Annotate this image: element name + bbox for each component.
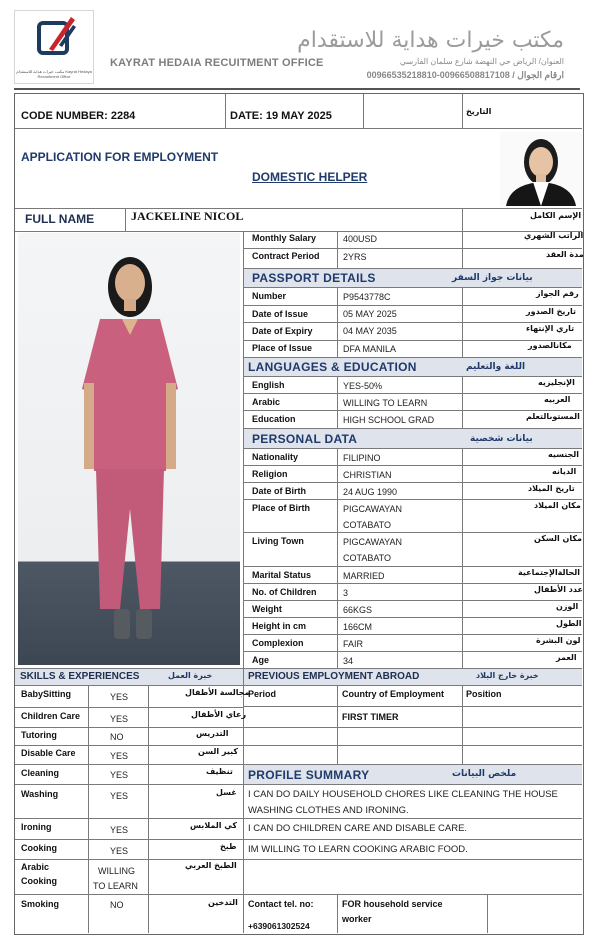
living-town-label: Living Town <box>252 536 304 546</box>
arabic-cooking-label: Arabic <box>21 862 50 872</box>
table-rule <box>243 634 582 635</box>
profile-line-1b: WASHING CLOTHES AND IRONING. <box>248 805 409 816</box>
table-rule <box>15 745 243 746</box>
full-name-label: FULL NAME <box>25 212 95 226</box>
table-rule <box>15 818 243 819</box>
babysitting-label: BabySitting <box>21 689 72 699</box>
issue-date-label: Date of Issue <box>252 309 309 319</box>
education-label-arabic: المستوىالتعلم <box>526 412 580 421</box>
profile-line-1: I CAN DO DAILY HOUSEHOLD CHORES LIKE CLEANING THE HOUSE <box>248 789 558 800</box>
salary-label: Monthly Salary <box>252 233 317 243</box>
ironing-label: Ironing <box>21 822 52 832</box>
disable-care-value: YES <box>110 751 129 761</box>
ironing-value: YES <box>110 825 129 835</box>
weight-value: 66KGS <box>343 605 373 615</box>
passport-number-value: P9543778C <box>343 292 391 302</box>
age-label: Age <box>252 655 270 665</box>
place-of-issue-label-arabic: مكانالصدور <box>528 341 572 350</box>
arabic-label: Arabic <box>252 397 281 407</box>
tutoring-label-arabic: التدريس <box>196 729 229 738</box>
table-rule <box>243 499 582 500</box>
marital-status-label-arabic: الحالةالإجتماعية <box>518 568 581 577</box>
table-rule <box>243 448 582 449</box>
table-rule <box>243 727 582 728</box>
personal-title-arabic: بيانات شخصية <box>470 434 533 444</box>
table-rule <box>462 94 463 128</box>
profile-summary-title-arabic: ملخص البيانات <box>452 769 517 779</box>
cooking-label: Cooking <box>21 843 57 853</box>
table-rule <box>337 231 338 269</box>
table-rule <box>15 859 243 860</box>
salary-label-arabic: الراتب الشهري <box>524 231 584 240</box>
full-name-value: JACKELINE NICOL <box>131 209 244 223</box>
disable-care-label: Disable Care <box>21 748 76 758</box>
previous-employment-title-arabic: خبرة خارج البلاد <box>476 671 539 680</box>
table-rule <box>337 894 338 933</box>
skills-title: SKILLS & EXPERIENCES <box>20 671 140 682</box>
disable-care-label-arabic: كبير السن <box>198 747 239 756</box>
form-title: APPLICATION FOR EMPLOYMENT <box>21 150 219 164</box>
table-rule <box>243 465 582 466</box>
table-rule <box>243 376 582 377</box>
contract-period-label-arabic: مدة العقد <box>546 250 584 259</box>
height-label: Height in cm <box>252 621 307 631</box>
birth-place-label: Place of Birth <box>252 503 311 513</box>
table-rule <box>462 208 463 231</box>
passport-number-label-arabic: رقم الجواز <box>536 289 579 298</box>
arabic-cooking-value-line2: TO LEARN <box>93 881 138 891</box>
children-label-arabic: عدد الأطفال <box>534 585 583 594</box>
profile-line-2: I CAN DO CHILDREN CARE AND DISABLE CARE. <box>248 823 468 834</box>
english-label-arabic: الإنجليزيه <box>538 378 575 387</box>
table-rule <box>243 532 582 533</box>
contact-number: +639061302524 <box>248 921 310 931</box>
table-rule <box>15 839 243 840</box>
washing-label-arabic: غسل <box>216 788 237 797</box>
table-rule <box>15 707 243 708</box>
nationality-label-arabic: الجنسيه <box>548 450 580 459</box>
arabic-cooking-value: WILLING <box>98 866 136 876</box>
passport-number-label: Number <box>252 291 287 301</box>
complexion-label: Complexion <box>252 638 304 648</box>
languages-title-arabic: اللغة والتعليم <box>466 362 526 372</box>
service-type-line2: worker <box>342 914 372 924</box>
contact-label: Contact tel. no: <box>248 899 314 909</box>
washing-label: Washing <box>21 789 59 799</box>
table-rule <box>243 651 582 652</box>
table-rule <box>15 208 582 209</box>
height-value: 166CM <box>343 622 373 632</box>
living-town-value-line2: COTABATO <box>343 553 392 563</box>
languages-title: LANGUAGES & EDUCATION <box>248 360 417 374</box>
smoking-value: NO <box>110 900 124 910</box>
nationality-label: Nationality <box>252 452 299 462</box>
smoking-label-arabic: التدخين <box>208 898 238 907</box>
table-rule <box>243 410 582 411</box>
table-rule <box>243 566 582 567</box>
marital-status-label: Marital Status <box>252 570 312 580</box>
babysitting-label-arabic: مجالسة الأطفال <box>185 688 250 697</box>
washing-value: YES <box>110 791 129 801</box>
table-rule <box>243 583 582 584</box>
table-rule <box>15 727 243 728</box>
application-date: DATE: 19 MAY 2025 <box>230 110 332 122</box>
personal-title: PERSONAL DATA <box>252 432 358 446</box>
period-column-header: Period <box>248 689 277 699</box>
religion-label: Religion <box>252 469 288 479</box>
office-name-english: KAYRAT HEDAIA RECUITMENT OFFICE <box>110 57 324 69</box>
full-name-label-arabic: الإسم الكامل <box>530 211 582 220</box>
table-rule <box>243 764 582 765</box>
weight-label-arabic: الوزن <box>556 602 579 611</box>
service-type-line1: FOR household service <box>342 899 443 909</box>
education-value: HIGH SCHOOL GRAD <box>343 415 435 425</box>
country-column-header: Country of Employment <box>342 689 445 699</box>
table-rule <box>243 784 582 785</box>
education-label: Education <box>252 414 296 424</box>
full-body-photo <box>18 233 240 665</box>
tutoring-value: NO <box>110 732 124 742</box>
table-rule <box>243 231 244 933</box>
table-rule <box>15 231 582 232</box>
position-column-header: Position <box>466 689 502 699</box>
portrait-photo <box>500 132 582 206</box>
office-name-arabic: مكتب خيرات هداية للاستقدام <box>297 28 564 53</box>
profile-summary-title: PROFILE SUMMARY <box>248 768 370 782</box>
age-label-arabic: العمر <box>556 653 577 662</box>
table-rule <box>337 376 338 428</box>
table-rule <box>225 94 226 128</box>
children-label: No. of Children <box>252 587 317 597</box>
office-phones: 00966535218810-00966508817108 / ارقام الجوال <box>366 70 564 80</box>
table-rule <box>243 894 582 895</box>
issue-date-value: 05 MAY 2025 <box>343 309 397 319</box>
height-label-arabic: الطول <box>556 619 582 628</box>
table-rule <box>243 745 582 746</box>
children-care-value: YES <box>110 714 129 724</box>
table-rule <box>243 268 582 269</box>
babysitting-value: YES <box>110 692 129 702</box>
table-rule <box>462 685 463 764</box>
table-rule <box>243 322 582 323</box>
table-rule <box>243 428 582 429</box>
table-rule <box>243 600 582 601</box>
table-rule <box>15 784 243 785</box>
marital-status-value: MARRIED <box>343 571 385 581</box>
table-rule <box>243 839 582 840</box>
religion-label-arabic: الديانه <box>552 467 577 476</box>
living-town-label-arabic: مكان السكن <box>534 534 582 543</box>
table-rule <box>15 685 582 686</box>
table-rule <box>243 617 582 618</box>
cooking-label-arabic: طبخ <box>220 842 237 851</box>
birth-date-label-arabic: تاريخ الميلاد <box>528 484 575 493</box>
birth-date-label: Date of Birth <box>252 486 306 496</box>
english-label: English <box>252 380 285 390</box>
table-rule <box>243 357 582 358</box>
contract-period-label: Contract Period <box>252 251 320 261</box>
code-number: CODE NUMBER: 2284 <box>21 110 136 122</box>
salary-value: 400USD <box>343 234 378 244</box>
cleaning-label: Cleaning <box>21 768 60 778</box>
birth-place-value: PIGCAWAYAN <box>343 504 403 514</box>
table-rule <box>363 94 364 128</box>
table-rule <box>462 448 463 668</box>
cooking-value: YES <box>110 846 129 856</box>
complexion-label-arabic: لون البشرة <box>536 636 581 645</box>
children-care-label: Children Care <box>21 711 81 721</box>
table-rule <box>243 305 582 306</box>
cleaning-label-arabic: تنظيف <box>206 767 233 776</box>
birth-date-value: 24 AUG 1990 <box>343 487 398 497</box>
place-of-issue-label: Place of Issue <box>252 343 313 353</box>
expiry-date-label: Date of Expiry <box>252 326 313 336</box>
arabic-label-arabic: العربيه <box>544 395 571 404</box>
table-rule <box>15 668 582 669</box>
table-rule <box>337 448 338 668</box>
table-rule <box>15 894 243 895</box>
table-rule <box>15 764 243 765</box>
children-care-label-arabic: رعاي الأطفال <box>191 710 247 719</box>
table-rule <box>243 482 582 483</box>
living-town-value: PIGCAWAYAN <box>343 537 403 547</box>
arabic-cooking-label-line2: Cooking <box>21 876 57 886</box>
table-rule <box>243 248 582 249</box>
arabic-cooking-label-arabic: الطبخ العربي <box>185 861 237 870</box>
table-rule <box>243 859 582 860</box>
header-divider <box>14 88 580 90</box>
expiry-date-label-arabic: تاري الإنتهاء <box>526 324 575 333</box>
issue-date-label-arabic: تاريخ الصدور <box>526 307 576 316</box>
position-applied: DOMESTIC HELPER <box>252 170 368 184</box>
table-rule <box>88 685 89 933</box>
contract-period-value: 2YRS <box>343 252 367 262</box>
table-rule <box>148 685 149 933</box>
table-rule <box>487 894 488 933</box>
date-label-arabic: التاريخ <box>466 107 492 116</box>
expiry-date-value: 04 MAY 2035 <box>343 326 397 336</box>
previous-employment-title: PREVIOUS EMPLOYMENT ABROAD <box>248 671 420 682</box>
office-address: العنوان/ الرياض حي النهضة شارع سلمان الفارسي <box>399 57 564 66</box>
table-rule <box>462 231 463 269</box>
table-rule <box>462 376 463 428</box>
logo-text: مكتب خيرات هداية للاستقدام Kayrat Hedaya Recruitment Office <box>16 69 92 79</box>
ironing-label-arabic: كي الملابس <box>190 821 238 830</box>
nationality-value: FILIPINO <box>343 453 381 463</box>
first-timer-text: FIRST TIMER <box>342 712 399 722</box>
age-value: 34 <box>343 656 354 666</box>
table-rule <box>243 818 582 819</box>
table-rule <box>243 393 582 394</box>
table-rule <box>243 287 582 288</box>
smoking-label: Smoking <box>21 899 60 909</box>
place-of-issue-value: DFA MANILA <box>343 344 397 354</box>
complexion-value: FAIR <box>343 639 364 649</box>
table-rule <box>243 706 582 707</box>
birth-place-label-arabic: مكان الميلاد <box>534 501 581 510</box>
tutoring-label: Tutoring <box>21 730 57 740</box>
table-rule <box>125 208 126 231</box>
english-value: YES-50% <box>343 381 383 391</box>
skills-title-arabic: خبرة العمل <box>168 671 213 680</box>
children-value: 3 <box>343 588 349 598</box>
cleaning-value: YES <box>110 770 129 780</box>
passport-title-arabic: بيانات جواز السفر <box>452 273 533 283</box>
passport-title: PASSPORT DETAILS <box>252 271 376 285</box>
arabic-value: WILLING TO LEARN <box>343 398 428 408</box>
religion-value: CHRISTIAN <box>343 470 392 480</box>
logo-mark-icon <box>15 11 93 67</box>
birth-place-value-line2: COTABATO <box>343 520 392 530</box>
office-logo <box>14 10 94 84</box>
weight-label: Weight <box>252 604 282 614</box>
table-rule <box>15 128 582 129</box>
table-rule <box>337 685 338 764</box>
profile-line-3: IM WILLING TO LEARN COOKING ARABIC FOOD. <box>248 844 468 855</box>
